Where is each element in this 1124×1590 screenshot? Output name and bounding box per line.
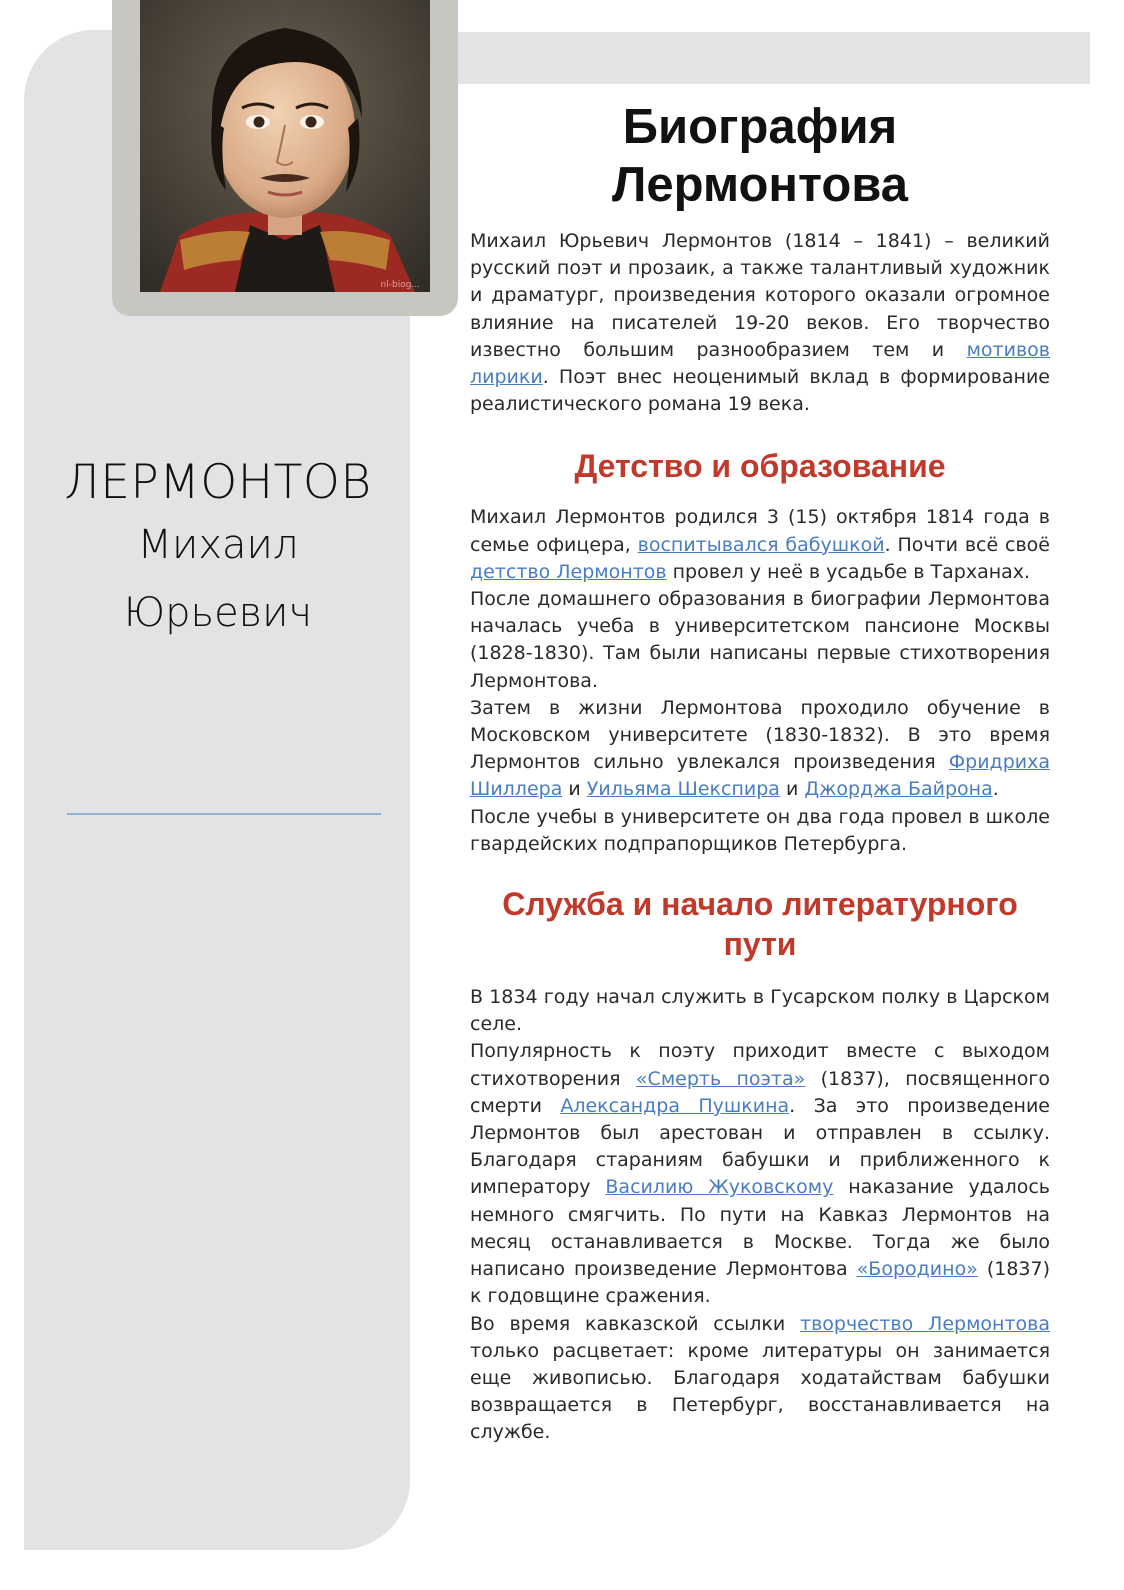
link-death-of-poet[interactable]: «Смерть поэта»	[635, 1067, 806, 1090]
title-line-2: Лермонтова	[611, 158, 909, 212]
portrait-watermark: nl-biog...	[380, 280, 420, 290]
link-schiller[interactable]: Фридриха Шиллера	[470, 751, 1050, 801]
link-borodino[interactable]: «Бородино»	[856, 1258, 978, 1281]
paragraph-text: провел у неё в усадьбе в Тарханах.	[666, 560, 1031, 583]
service-heading-line-1: Служба и начало литературного	[502, 886, 1018, 923]
title-line-1: Биография	[622, 100, 898, 154]
biography-content	[470, 98, 1050, 1447]
service-heading-line-2: пути	[723, 926, 797, 963]
author-name	[40, 455, 396, 647]
intro-text: . Поэт внес неоценимый вклад в формирование реалистического романа 19 века.	[470, 366, 1050, 416]
paragraph-text: Популярность к поэту приходит вместе с выходом стихотворения	[470, 1040, 1050, 1090]
link-lyric-motifs[interactable]: мотивов лирики	[470, 338, 1050, 389]
link-lermontov-childhood[interactable]: детство Лермонтов	[470, 560, 667, 583]
service-heading	[470, 884, 1050, 964]
portrait-image	[140, 0, 430, 292]
paragraph-text: .	[992, 778, 999, 801]
name-divider	[67, 813, 381, 815]
portrait-illustration	[140, 0, 430, 292]
link-byron[interactable]: Джорджа Байрона	[804, 778, 993, 801]
cadet-school-paragraph: После учебы в университете он два года провел в школе гвардейских подпрапорщиков Петербурга.	[470, 805, 1050, 855]
caucasus-paragraph	[470, 1311, 1050, 1447]
intro-text: Михаил Юрьевич Лермонтов (1814 – 1841) – великий русский поэт и прозаик, а также талантливый художник и драматург, произведения которого оказали огромное влияние на писателей 19-20 веков. Его творчество известно большим разнообразием тем и	[470, 230, 1050, 361]
author-surname: ЛЕРМОНТОВ	[64, 455, 372, 510]
paragraph-text: и	[562, 778, 587, 801]
link-zhukovsky[interactable]: Василию Жуковскому	[605, 1176, 834, 1199]
paragraph-text: только расцветает: кроме литературы он занимается еще живописью. Благодаря ходатайствам бабушки возвращается в Петербург, восстанавливается на службе.	[470, 1339, 1050, 1444]
childhood-heading: Детство и образование	[574, 448, 946, 485]
link-pushkin[interactable]: Александра Пушкина	[560, 1094, 790, 1117]
childhood-paragraph	[470, 504, 1050, 586]
author-patronymic: Юрьевич	[123, 590, 313, 637]
link-raised-by-grandmother[interactable]: воспитывался бабушкой	[637, 533, 885, 556]
paragraph-text: Затем в жизни Лермонтова проходило обучение в Московском университете (1830-1832). В это время Лермонтов сильно увлекался произведения	[470, 696, 1050, 774]
paragraph-text: наказание удалось немного смягчить. По пути на Кавказ Лермонтов на месяц останавливается в Москве. Тогда же было написано произведение Лермонтова	[470, 1176, 1050, 1281]
paragraph-text: (1837) к годовщине сражения.	[470, 1258, 1050, 1308]
paragraph-text: Михаил Лермонтов родился 3 (15) октября 1814 года в семье офицера,	[470, 506, 1050, 556]
paragraph-text: . Почти всё своё	[884, 533, 1050, 556]
link-lermontov-works[interactable]: творчество Лермонтова	[800, 1312, 1050, 1335]
education-paragraph: После домашнего образования в биографии Лермонтова началась учеба в университетском пансионе Москвы (1828-1830). Там были написаны первые стихотворения Лермонтова.	[470, 588, 1050, 692]
paragraph-text: (1837), посвященного смерти	[470, 1067, 1050, 1117]
paragraph-text: и	[779, 778, 805, 801]
service-start-paragraph: В 1834 году начал служить в Гусарском полку в Царском селе.	[470, 986, 1050, 1036]
page-title	[470, 98, 1050, 214]
paragraph-text: Во время кавказской ссылки	[470, 1312, 800, 1335]
university-paragraph	[470, 695, 1050, 804]
link-shakespeare[interactable]: Уильяма Шекспира	[586, 778, 780, 801]
header-band	[400, 32, 1090, 84]
popularity-paragraph	[470, 1038, 1050, 1310]
paragraph-text: . За это произведение Лермонтов был арестован и отправлен в ссылку. Благодаря стараниям бабушки и приближенного к императору	[470, 1094, 1050, 1199]
author-first-name: Михаил	[137, 522, 299, 569]
intro-paragraph	[470, 228, 1050, 418]
